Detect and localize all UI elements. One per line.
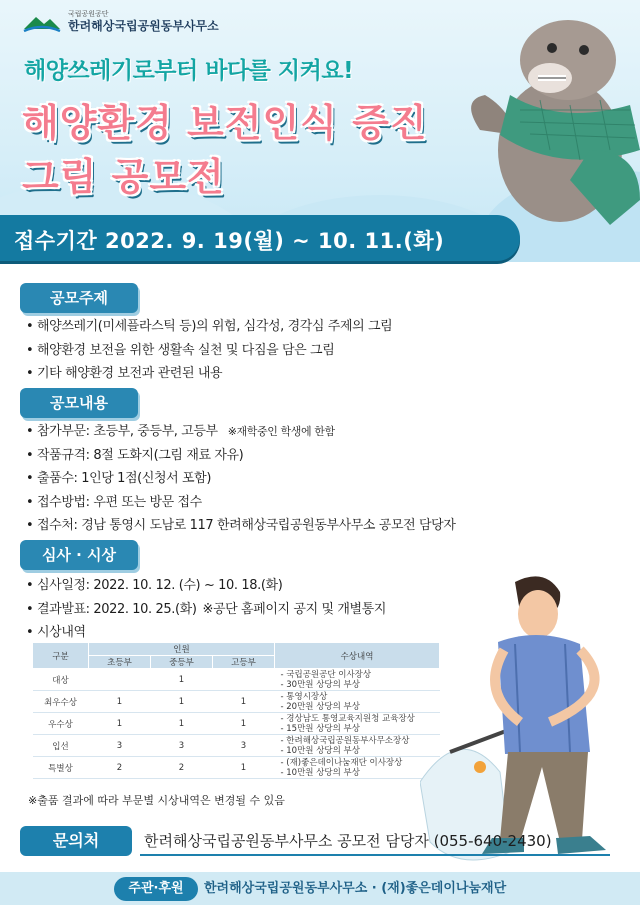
award-elementary (89, 669, 151, 691)
award-middle: 1 (151, 713, 213, 735)
org-logo (22, 10, 219, 33)
contact-text: 한려해상국립공원동부사무소 공모전 담당자 (055-640-2430) (140, 826, 610, 856)
award-name: 우수상 (33, 713, 89, 735)
th-prize: 수상내역 (275, 643, 440, 669)
table-row (33, 669, 440, 691)
award-middle: 3 (151, 735, 213, 757)
item-text: 결과발표: 2022. 10. 25.(화) (37, 601, 197, 617)
award-high: 1 (213, 713, 275, 735)
award-elementary: 3 (89, 735, 151, 757)
prize-line: - 경상남도 통영교육지원청 교육장상 (280, 713, 415, 724)
th-high: 고등부 (213, 656, 275, 669)
award-prize (275, 669, 440, 691)
award-prize (275, 713, 440, 735)
award-name: 대상 (33, 669, 89, 691)
item-text: 참가부문: 초등부, 중등부, 고등부 (37, 424, 218, 439)
list-item: • 접수방법: 우편 또는 방문 접수 (26, 491, 455, 515)
award-high: 1 (213, 757, 275, 779)
table-row (33, 713, 440, 735)
award-high: 1 (213, 691, 275, 713)
knps-logo-icon (22, 11, 62, 33)
award-prize (275, 691, 440, 713)
item-note: ※재학중인 학생에 한함 (227, 425, 335, 438)
org-name: 한려해상국립공원동부사무소 (68, 19, 219, 33)
contact-label: 문의처 (20, 826, 132, 856)
section-label-content: 공모내용 (20, 388, 138, 418)
award-table (32, 642, 440, 779)
prize-line: - 10만원 상당의 부상 (280, 767, 360, 778)
th-elementary: 초등부 (89, 656, 151, 669)
judging-list (26, 574, 386, 645)
prize-line: - 통영시장상 (280, 691, 328, 702)
title-line-2: 그림 공모전 (22, 155, 225, 199)
prize-line: - 10만원 상당의 부상 (280, 745, 360, 756)
prize-line: - 20만원 상당의 부상 (280, 701, 360, 712)
section-label-topic: 공모주제 (20, 283, 138, 313)
topic-list (26, 315, 392, 386)
list-item: • 접수처: 경남 통영시 도남로 117 한려해상국립공원동부사무소 공모전 담당자 (26, 514, 455, 538)
award-middle: 2 (151, 757, 213, 779)
award-name: 특별상 (33, 757, 89, 779)
award-prize (275, 757, 440, 779)
period-banner: 접수기간 2022. 9. 19(월) ~ 10. 11.(화) (0, 215, 520, 261)
list-item (26, 420, 455, 444)
prize-line: - 한려해상국립공원동부사무소장상 (280, 735, 410, 746)
list-item: • 작품규격: 8절 도화지(그림 재료 자유) (26, 444, 455, 468)
list-item (26, 598, 386, 622)
award-middle: 1 (151, 669, 213, 691)
content-list (26, 420, 455, 538)
list-item: • 해양환경 보전을 위한 생활속 실천 및 다짐을 담은 그림 (26, 339, 392, 363)
th-people: 인원 (89, 643, 275, 656)
th-middle: 중등부 (151, 656, 213, 669)
list-item: • 시상내역 (26, 621, 386, 645)
award-name: 최우수상 (33, 691, 89, 713)
list-item: • 기타 해양환경 보전과 관련된 내용 (26, 362, 392, 386)
org-small-label: 국립공원공단 (68, 10, 109, 18)
award-elementary: 1 (89, 691, 151, 713)
table-row (33, 757, 440, 779)
prize-line: - 국립공원공단 이사장상 (280, 669, 372, 680)
award-middle: 1 (151, 691, 213, 713)
prize-line: - 30만원 상당의 부상 (280, 679, 360, 690)
section-label-judging: 심사 · 시상 (20, 540, 138, 570)
host-text: 한려해상국립공원동부사무소 · (재)좋은데이나눔재단 (204, 881, 507, 896)
list-item: • 해양쓰레기(미세플라스틱 등)의 위험, 심각성, 경각심 주제의 그림 (26, 315, 392, 339)
award-high: 3 (213, 735, 275, 757)
table-row (33, 735, 440, 757)
prize-line: - (재)좋은데이나눔재단 이사장상 (280, 757, 403, 768)
seal-mascot-icon (440, 0, 640, 225)
slogan: 해양쓰레기로부터 바다를 지켜요! (24, 58, 354, 84)
award-name: 입선 (33, 735, 89, 757)
list-item: • 출품수: 1인당 1점(신청서 포함) (26, 467, 455, 491)
award-elementary: 1 (89, 713, 151, 735)
title-line-1: 해양환경 보전인식 증진 (22, 101, 428, 145)
award-elementary: 2 (89, 757, 151, 779)
th-category: 구분 (33, 643, 89, 669)
host-label: 주관·후원 (114, 877, 198, 901)
table-row (33, 691, 440, 713)
prize-line: - 15만원 상당의 부상 (280, 723, 360, 734)
award-high (213, 669, 275, 691)
item-note: ※공단 홈페이지 공지 및 개별통지 (202, 601, 386, 617)
award-prize (275, 735, 440, 757)
list-item: • 심사일정: 2022. 10. 12. (수) ~ 10. 18.(화) (26, 574, 386, 598)
award-footnote: ※출품 결과에 따라 부문별 시상내역은 변경될 수 있음 (28, 794, 285, 807)
